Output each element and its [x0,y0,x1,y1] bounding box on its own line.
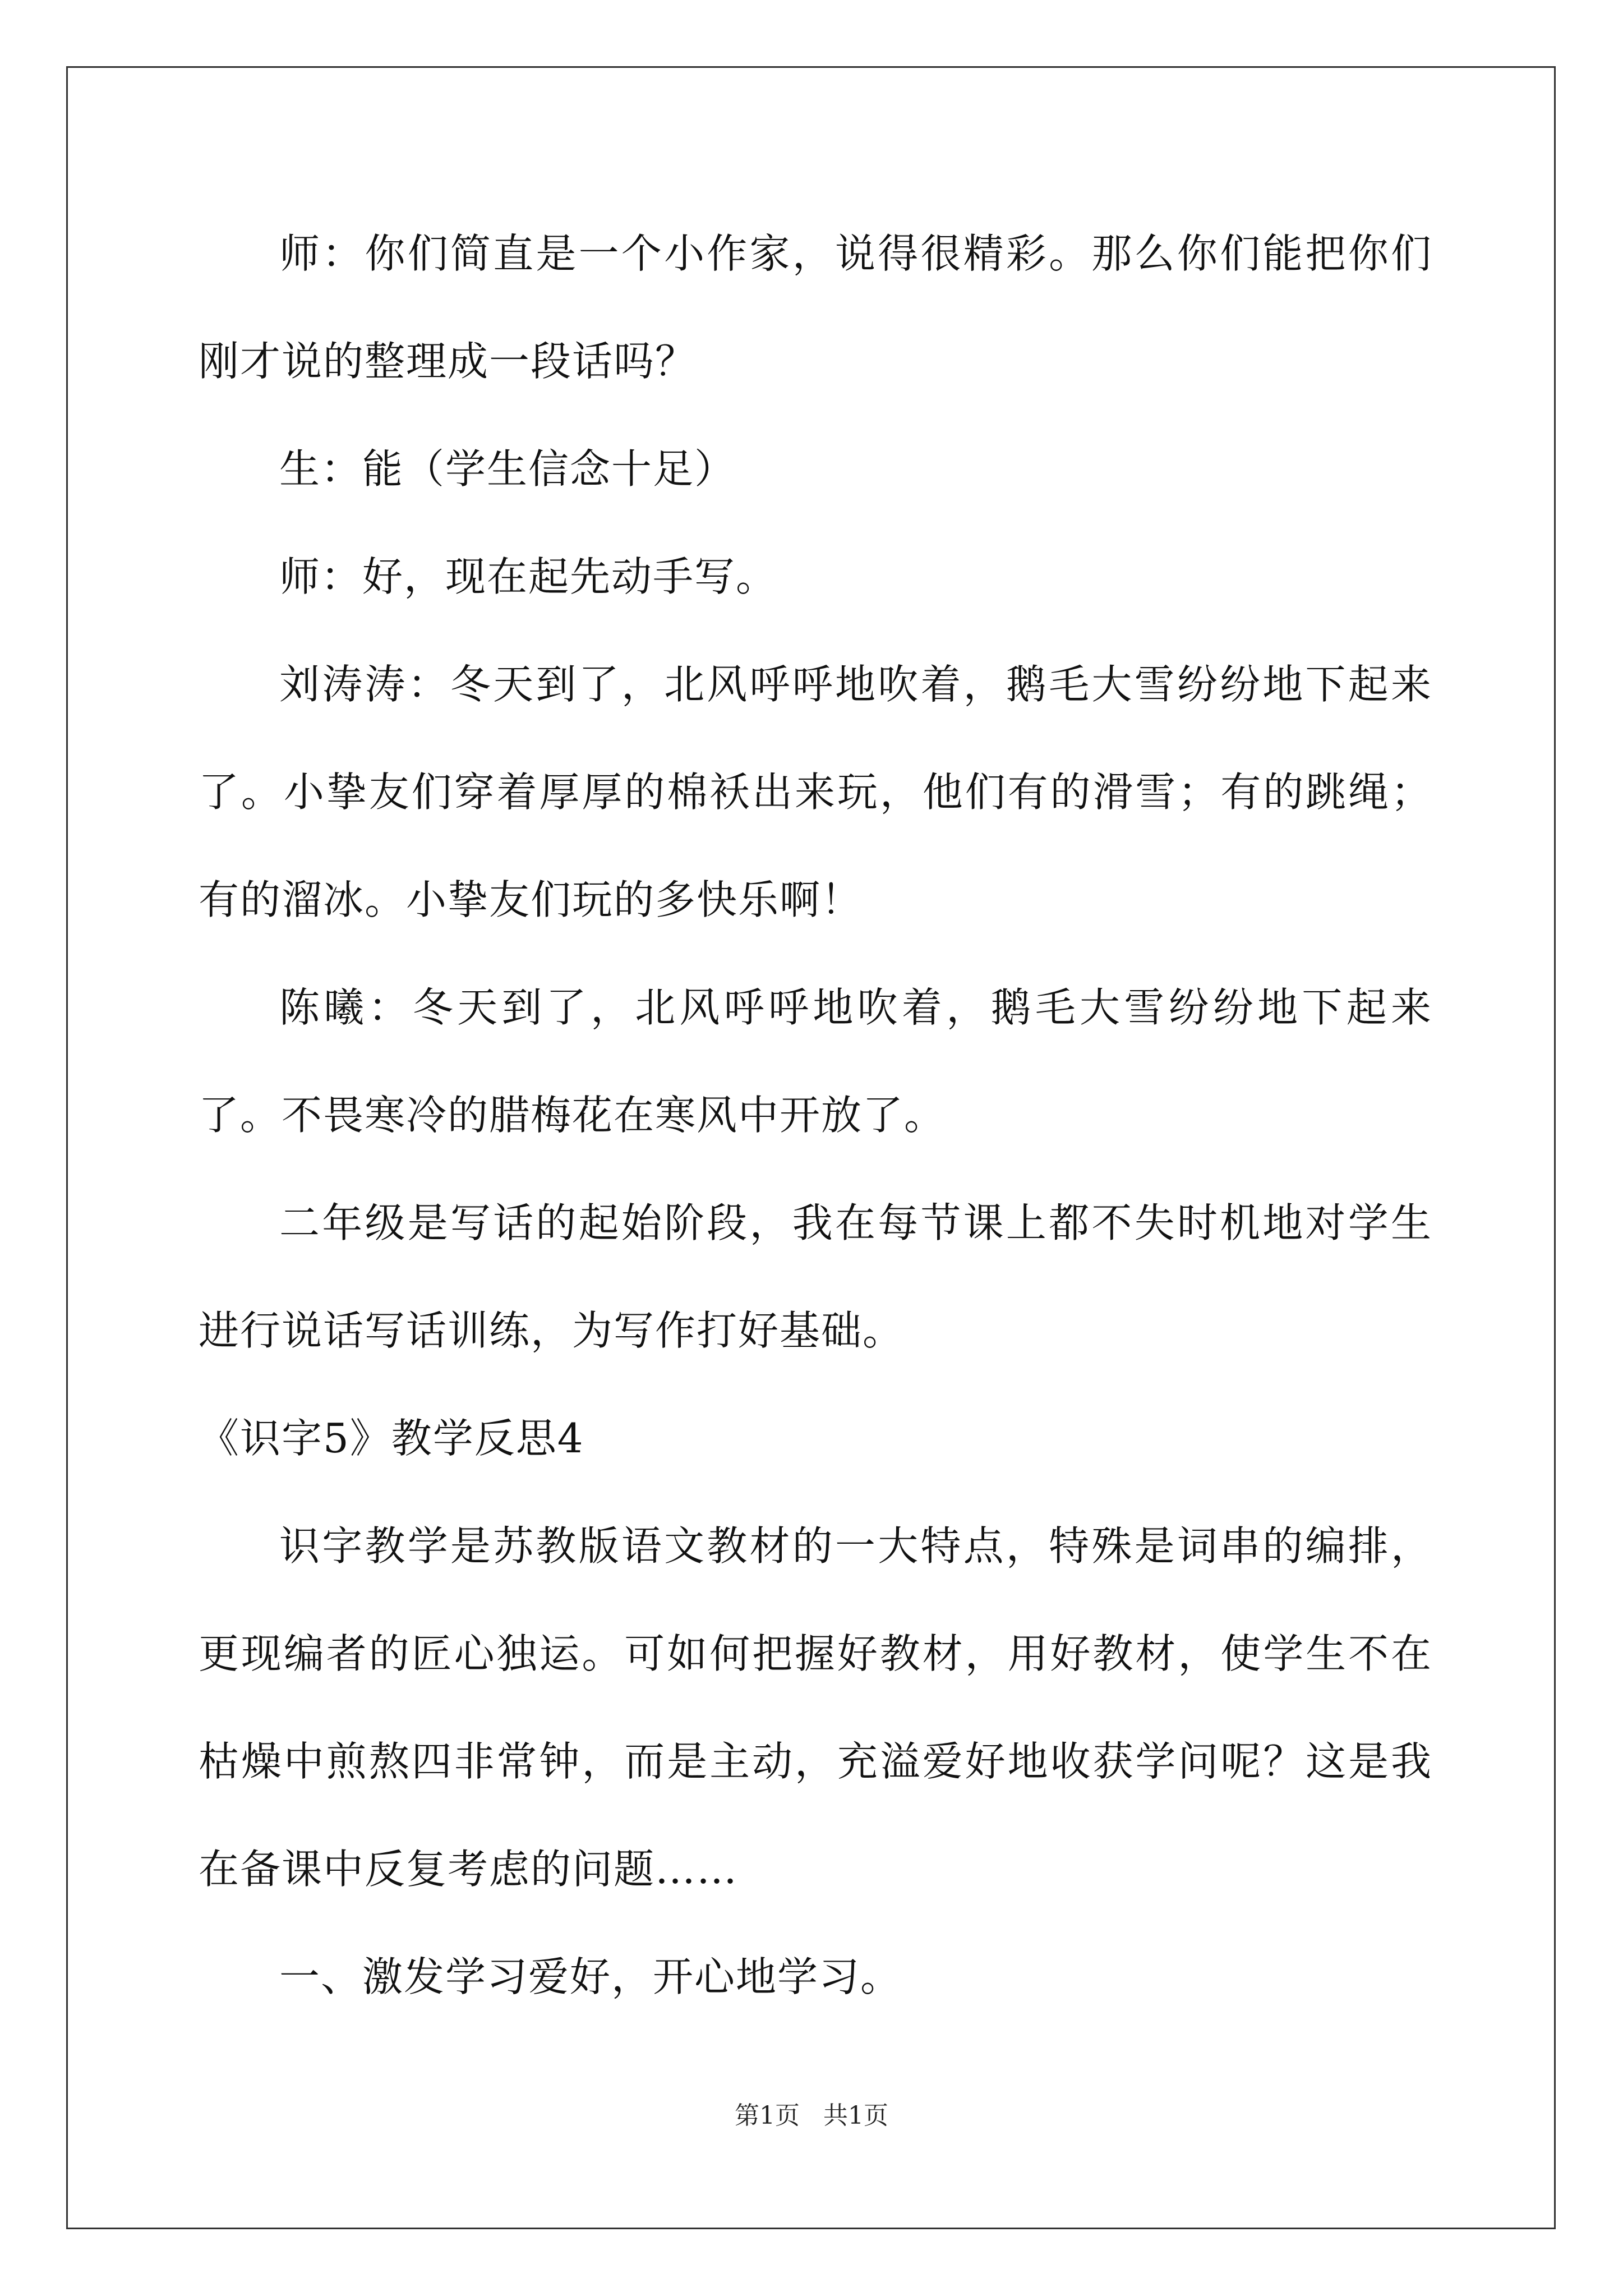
paragraph-student-chen: 陈曦：冬天到了，北风呼呼地吹着，鹅毛大雪纷纷地下起来了。不畏寒冷的腊梅花在寒风中开放了。 [199,984,1432,1139]
page-total: 共1页 [823,2101,888,2130]
page-number: 第1页 [735,2101,800,2130]
paragraph-section-intro: 识字教学是苏教版语文教材的一大特点，特殊是词串的编排，更现编者的匠心独运。可如何把握好教材，用好教材，使学生不在枯燥中煎熬四非常钟，而是主动，充溢爱好地收获学问呢？这是我在备课中反复考虑的问题…… [199,1522,1432,1893]
paragraph-student-answer: 生：能（学生信念十足） [279,445,736,493]
paragraph-section-point-one: 一、激发学习爱好，开心地学习。 [279,1953,902,2000]
paragraph-summary: 二年级是写话的起始阶段，我在每节课上都不失时机地对学生进行说话写话训练，为写作打好基础。 [199,1199,1432,1354]
paragraph-teacher-instruction: 师：好，现在起先动手写。 [279,553,778,600]
paragraph-teacher-praise: 师：你们简直是一个小作家，说得很精彩。那么你们能把你们刚才说的整理成一段话吗？ [199,230,1432,385]
document-body [199,200,1432,2031]
section-title: 《识字5》教学反思4 [199,1415,584,1462]
page-footer [0,2095,1623,2131]
paragraph-student-liu: 刘涛涛：冬天到了，北风呼呼地吹着，鹅毛大雪纷纷地下起来了。小挚友们穿着厚厚的棉袄出来玩，他们有的滑雪；有的跳绳；有的溜冰。小挚友们玩的多快乐啊！ [199,661,1432,923]
